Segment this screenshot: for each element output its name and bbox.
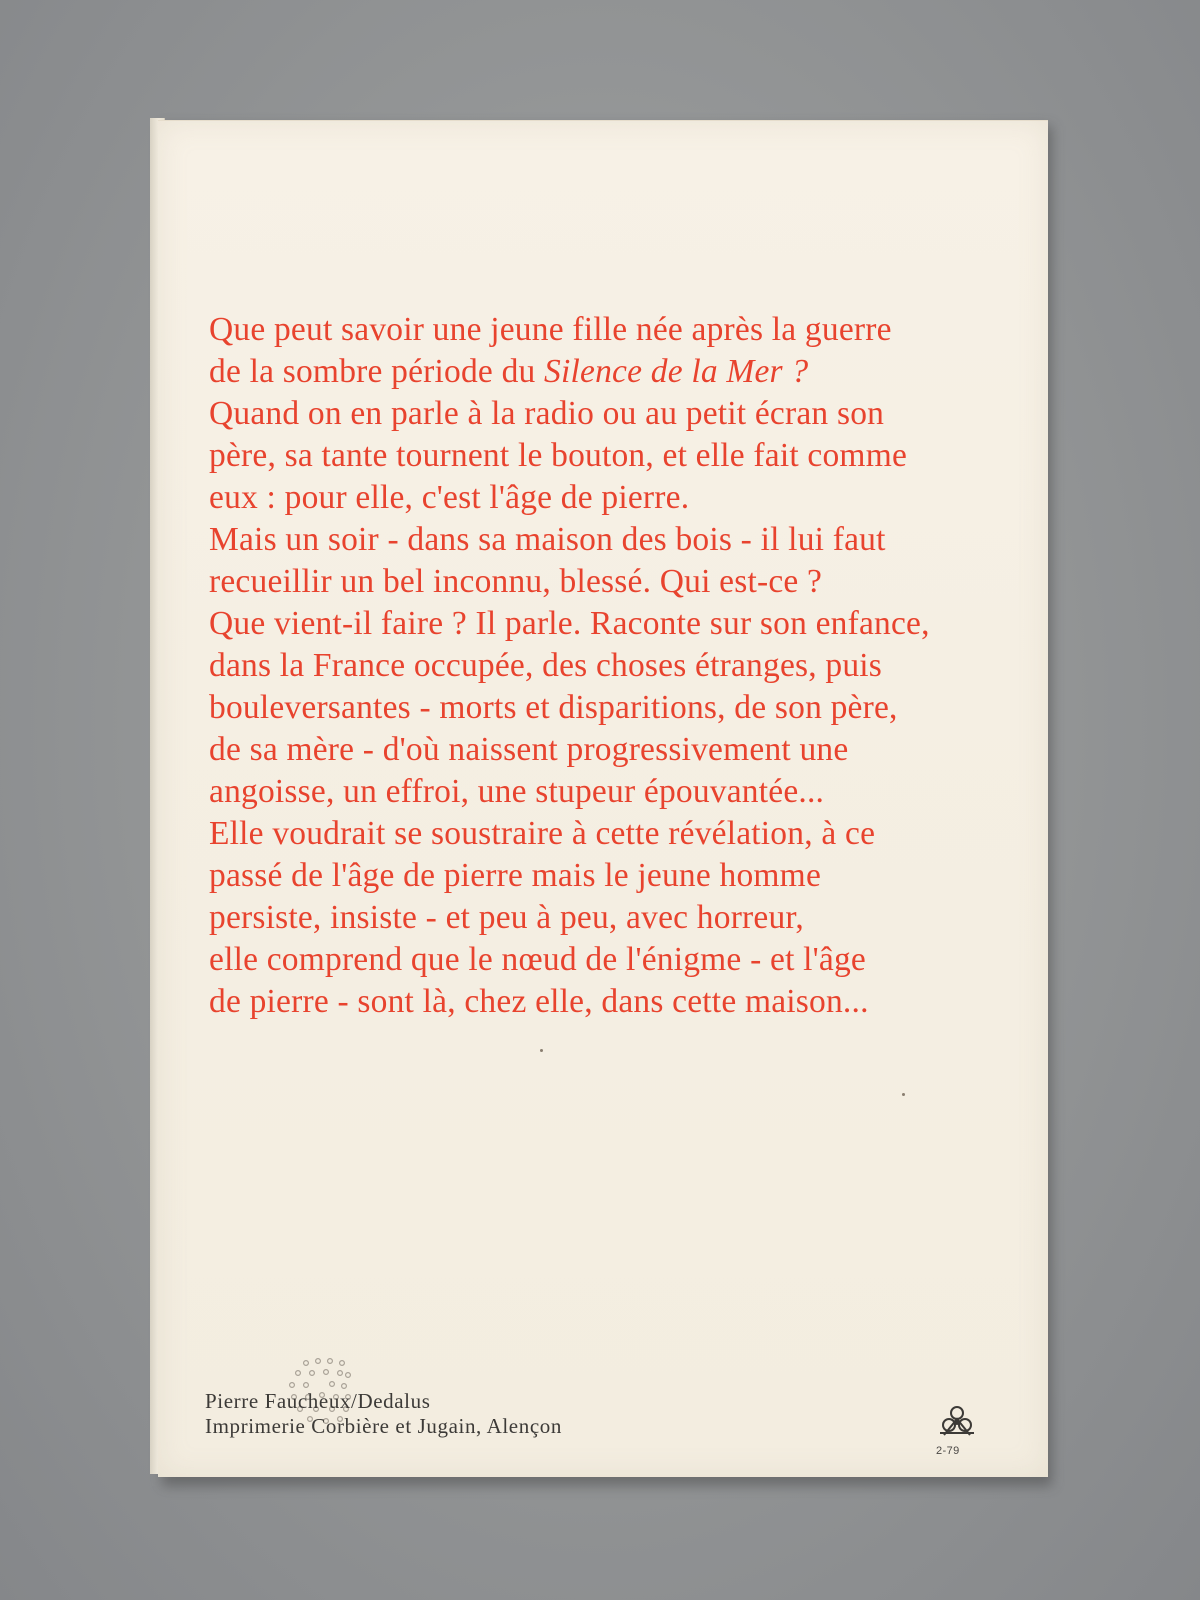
book-title-italic: Silence de la Mer ? (544, 353, 809, 390)
blurb-line: passé de l'âge de pierre mais le jeune homme (209, 857, 822, 894)
printer-credit: Imprimerie Corbière et Jugain, Alençon (205, 1414, 562, 1438)
blurb-line: Que vient-il faire ? Il parle. Raconte sur son enfance, (209, 605, 930, 642)
blurb-line: Mais un soir - dans sa maison des bois - il lui faut (209, 521, 886, 558)
blurb-line: elle comprend que le nœud de l'énigme - et l'âge (209, 941, 866, 978)
blurb-line: dans la France occupée, des choses étranges, puis (209, 647, 883, 684)
blurb-line: recueillir un bel inconnu, blessé. Qui est-ce ? (209, 563, 823, 600)
blurb-line: eux : pour elle, c'est l'âge de pierre. (209, 479, 690, 516)
sun-emblem-logo-icon (936, 1403, 978, 1439)
blurb-line (209, 351, 1009, 393)
publisher-imprint (205, 1389, 562, 1439)
blurb-line-text: de la sombre période du (209, 353, 545, 390)
blurb-line: de pierre - sont là, chez elle, dans cette maison... (209, 983, 869, 1020)
blurb-line: angoisse, un effroi, une stupeur épouvantée... (209, 773, 825, 810)
blurb-line: de sa mère - d'où naissent progressivement une (209, 731, 849, 768)
blurb-line: Que peut savoir une jeune fille née après la guerre (209, 311, 892, 348)
print-code: 2-79 (936, 1445, 960, 1457)
blurb-line: persiste, insiste - et peu à peu, avec horreur, (209, 899, 805, 936)
paper-speck (902, 1093, 905, 1096)
book-back-cover (158, 120, 1048, 1477)
designer-credit: Pierre Faucheux/Dedalus (205, 1389, 431, 1413)
blurb-line: Elle voudrait se soustraire à cette révélation, à ce (209, 815, 876, 852)
blurb-line: bouleversantes - morts et disparitions, de son père, (209, 689, 898, 726)
blurb-line: Quand on en parle à la radio ou au petit écran son (209, 395, 885, 432)
blurb-line: père, sa tante tournent le bouton, et elle fait comme (209, 437, 908, 474)
back-cover-blurb (209, 309, 1009, 1023)
paper-speck (540, 1049, 543, 1052)
